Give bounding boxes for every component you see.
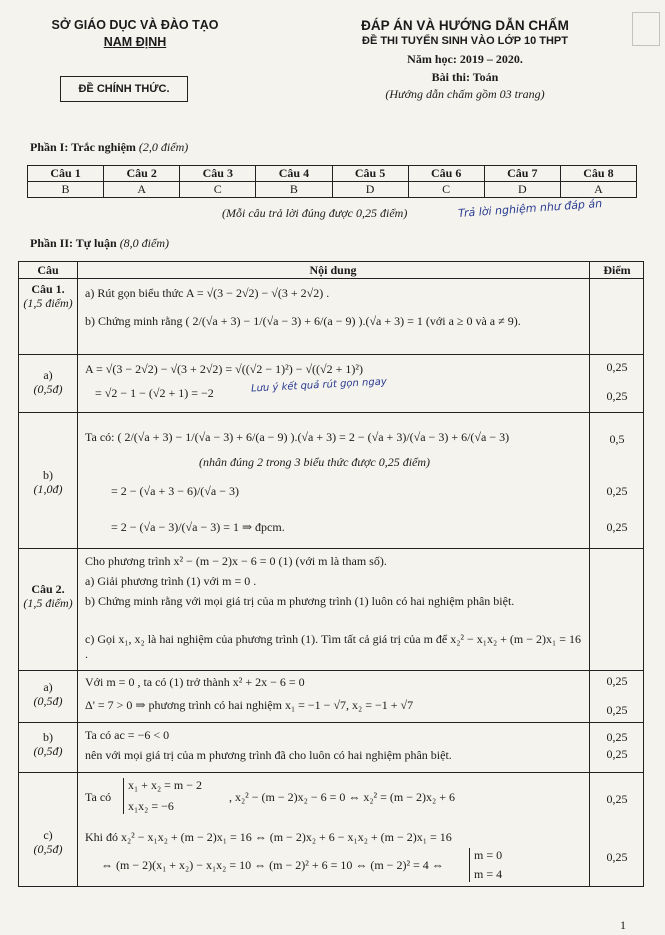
q2b-line2: nên với mọi giá trị của m phương trình đã cho luôn có hai nghiệm phân biệt. <box>85 748 452 762</box>
q2c-line1: , x₂² − (m − 2)x₂ − 6 = 0 ⇔ x₂² = (m − 2)x₂ + 6 <box>229 790 455 804</box>
mc-answer-3: C <box>180 182 256 198</box>
mc-question-2: Câu 2 <box>104 166 180 182</box>
pages-note: (Hướng dẫn chấm gồm 03 trang) <box>385 87 545 101</box>
q2c-line3: ⇔ (m − 2)(x₁ + x₂) − x₁x₂ = 10 ⇔ (m − 2)² + 6 = 10 ⇔ (m − 2)² = 4 ⇔ <box>101 858 444 872</box>
q2b-score-1: 0,25 <box>606 730 628 744</box>
col-content: Nội dung <box>309 263 357 277</box>
doc-subtitle: ĐỀ THI TUYỂN SINH VÀO LỚP 10 THPT <box>362 35 568 47</box>
doc-title: ĐÁP ÁN VÀ HƯỚNG DẪN CHẤM <box>361 18 569 33</box>
q2a-score-1: 0,25 <box>606 674 628 688</box>
q2c-line2: Khi đó x₂² − x₁x₂ + (m − 2)x₁ = 16 ⇔ (m − 2)x₂ + 6 − x₁x₂ + (m − 2)x₁ = 16 <box>85 830 452 844</box>
mc-answer-row <box>28 182 637 198</box>
q2a-score-2: 0,25 <box>606 703 628 717</box>
col-question: Câu <box>37 263 59 277</box>
q1-label: Câu 1. (1,5 điểm) <box>23 282 73 310</box>
q2c-res-2: m = 4 <box>474 867 503 881</box>
q2a-label: a) (0,5đ) <box>33 680 63 708</box>
q1b-note: (nhân đúng 2 trong 3 biểu thức được 0,25 điểm) <box>199 455 431 469</box>
q2b-score-2: 0,25 <box>606 747 628 761</box>
mc-answer-6: C <box>408 182 484 198</box>
part2-heading: Phần II: Tự luận (8,0 điểm) <box>30 236 170 250</box>
part1-heading: Phần I: Trắc nghiệm (2,0 điểm) <box>30 140 189 154</box>
subject: Bài thi: Toán <box>431 70 499 84</box>
part1-note: (Mỗi câu trả lời đúng được 0,25 điểm) <box>222 206 408 220</box>
q1-prompt-a: a) Rút gọn biểu thức A = √(3 − 2√2) − √(3 + 2√2) . <box>85 286 330 300</box>
q1a-line2: = √2 − 1 − (√2 + 1) = −2 <box>95 386 214 400</box>
q2c-score-2: 0,25 <box>606 850 628 864</box>
q2-prompt-a: a) Giải phương trình (1) với m = 0 . <box>85 574 257 588</box>
mc-question-8: Câu 8 <box>560 166 636 182</box>
official-box: ĐỀ CHÍNH THỨC. <box>60 76 188 102</box>
q2a-line2: Δ' = 7 > 0 ⇒ phương trình có hai nghiệm x₁ = −1 − √7, x₂ = −1 + √7 <box>85 698 414 712</box>
q1a-score-1: 0,25 <box>606 360 628 374</box>
handwritten-note-q1a: Lưu ý kết quả rút gọn ngay <box>250 376 388 395</box>
header-right <box>290 18 640 102</box>
q2c-score-1: 0,25 <box>606 792 628 806</box>
q2-prompt-b: b) Chứng minh rằng với mọi giá trị của m phương trình (1) luôn có hai nghiệm phân biệt. <box>85 594 515 608</box>
q1a-label: a) (0,5đ) <box>33 368 63 396</box>
mc-question-6: Câu 6 <box>408 166 484 182</box>
q2b-line1: Ta có ac = −6 < 0 <box>85 728 170 742</box>
col-score: Điểm <box>603 263 631 277</box>
mc-answer-8: A <box>560 182 636 198</box>
q1b-score-3: 0,25 <box>606 520 628 534</box>
q2c-sys-1: x₁ + x₂ = m − 2 <box>128 778 203 792</box>
mc-question-7: Câu 7 <box>484 166 560 182</box>
q1b-score-2: 0,25 <box>606 484 628 498</box>
dept-name: NAM ĐỊNH <box>103 35 167 49</box>
q1b-line3: = 2 − (√a − 3)/(√a − 3) = 1 ⇒ đpcm. <box>111 520 285 534</box>
page-number: 1 <box>620 918 626 932</box>
q2b-label: b) (0,5đ) <box>33 730 63 758</box>
q2c-sys-2: x₁x₂ = −6 <box>128 799 174 813</box>
org-name: SỞ GIÁO DỤC VÀ ĐÀO TẠO <box>51 18 219 32</box>
mc-answer-5: D <box>332 182 408 198</box>
q2c-res-1: m = 0 <box>474 848 503 862</box>
q2-prompt-1: Cho phương trình x² − (m − 2)x − 6 = 0 (1) (với m là tham số). <box>85 554 387 568</box>
q1b-line2: = 2 − (√a + 3 − 6)/(√a − 3) <box>111 484 239 498</box>
q1a-line1: A = √(3 − 2√2) − √(3 + 2√2) = √((√2 − 1)²) − √((√2 + 1)²) <box>85 362 363 376</box>
q1-prompt-b: b) Chứng minh rằng ( 2/(√a + 3) − 1/(√a − 3) + 6/(a − 9) ).(√a + 3) = 1 (với a ≥ 0 và a ≠ 9). <box>85 314 521 328</box>
q2c-system <box>123 778 202 814</box>
q2c-label: c) (0,5đ) <box>33 828 63 856</box>
mc-answer-4: B <box>256 182 332 198</box>
multiple-choice-table <box>27 165 637 198</box>
mc-answer-2: A <box>104 182 180 198</box>
header-left <box>30 18 240 49</box>
mc-question-3: Câu 3 <box>180 166 256 182</box>
mc-question-4: Câu 4 <box>256 166 332 182</box>
mc-answer-1: B <box>28 182 104 198</box>
essay-table <box>18 261 644 887</box>
mc-answer-7: D <box>484 182 560 198</box>
school-year: Năm học: 2019 – 2020. <box>407 52 523 66</box>
q1b-line1: Ta có: ( 2/(√a + 3) − 1/(√a − 3) + 6/(a − 9) ).(√a + 3) = 2 − (√a + 3)/(√a − 3) + 6/(√a − 3) <box>85 430 510 444</box>
q2-label: Câu 2. (1,5 điểm) <box>23 582 73 610</box>
mc-header-row <box>28 166 637 182</box>
q1a-score-2: 0,25 <box>606 389 628 403</box>
q1b-label: b) (1,0đ) <box>33 468 63 496</box>
mc-question-5: Câu 5 <box>332 166 408 182</box>
handwritten-note-part1: Trả lời nghiệm như đáp án <box>457 196 603 221</box>
q2c-intro: Ta có <box>85 790 112 804</box>
q2a-line1: Với m = 0 , ta có (1) trở thành x² + 2x − 6 = 0 <box>85 675 305 689</box>
mc-question-1: Câu 1 <box>28 166 104 182</box>
q2-prompt-c: c) Gọi x₁, x₂ là hai nghiệm của phương trình (1). Tìm tất cả giá trị của m để x₂² − x₁x₂ + (m − 2)x₁ = 16 . <box>85 632 581 661</box>
q1b-score-1: 0,5 <box>609 432 625 446</box>
q2c-result <box>469 848 502 882</box>
